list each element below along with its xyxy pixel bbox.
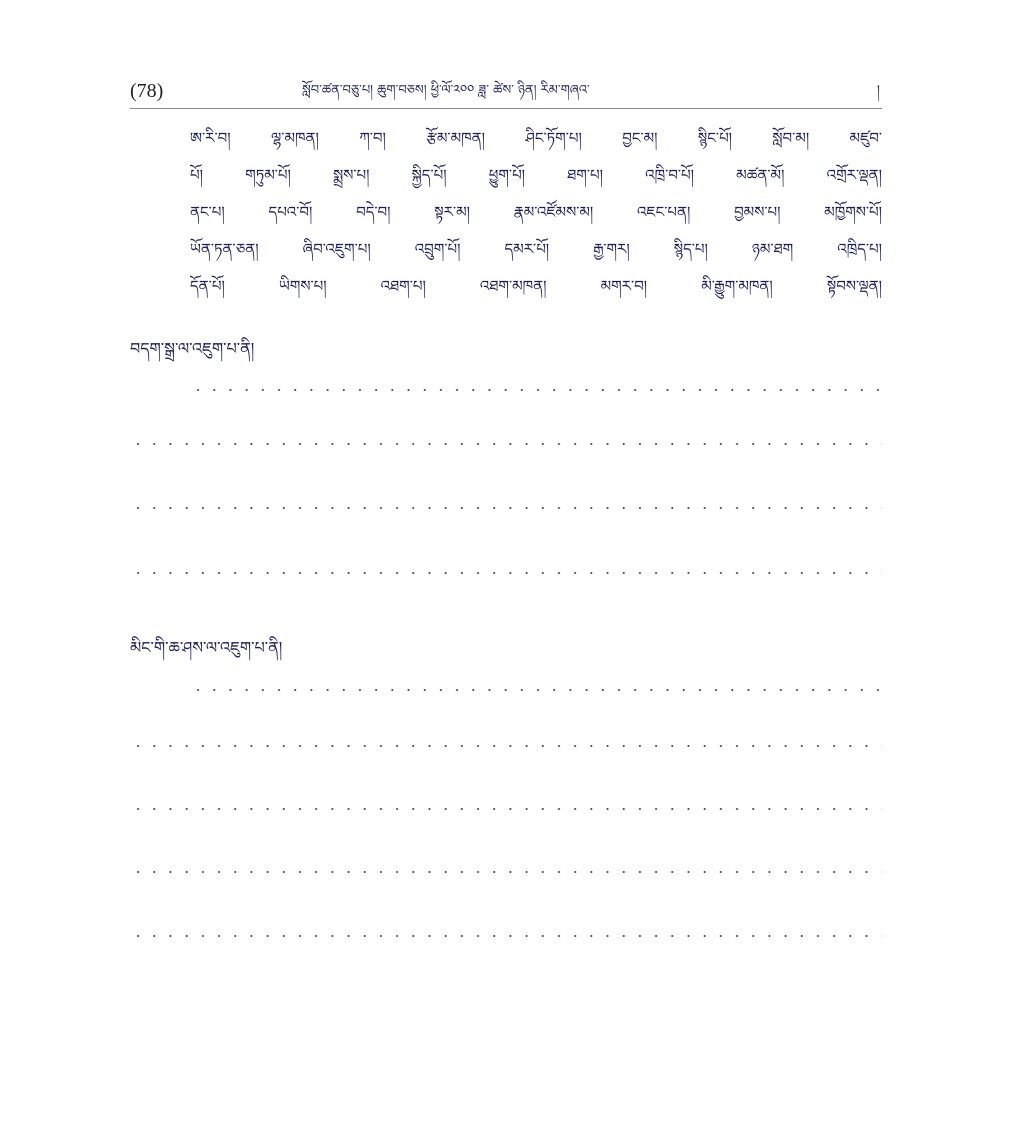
answer-dotted-line[interactable] (130, 745, 882, 747)
answer-dotted-line[interactable] (190, 689, 882, 691)
answer-dotted-line[interactable] (130, 808, 882, 810)
vocabulary-word-list (190, 120, 882, 305)
word-list-line: ནང་པ། དཔའ་བོ། བདེ་བ། སྟར་མ། རྣམ་འཛོམས་མ། འཇང་པན། བྱམས་པ། མཁྱོགས་པོ། (190, 203, 882, 221)
word-list-line: པོ། གཏུམ་པོ། སྨྲས་པ། སྐྱིད་པོ། ཕྱུག་པོ། ཐག་པ། འཁྲི་བ་པོ། མཚན་མོ། འགྲོར་ལྡན། (190, 166, 882, 184)
word-list-line: དོན་པོ། ཡིགས་པ། འཐག་པ། འཐག་མཁན། མགར་བ། མི་རྒྱུག་མཁན། སྟོབས་ལྡན། (190, 277, 882, 295)
running-header (130, 78, 882, 109)
answer-dotted-line[interactable] (130, 572, 882, 574)
answer-dotted-line[interactable] (190, 389, 882, 391)
answer-dotted-line[interactable] (130, 871, 882, 873)
section-title-first: བདག་སྒྲ་ལ་འཇུག་པ་ནི། (130, 339, 255, 358)
word-list-line: ཡོན་ཏན་ཅན། ཞིབ་འཇུག་པ། འབྲུག་པོ། དམར་པོ། རྒྱ་གར། སྙིད་པ། ཉམ་ཐག འཁྲིད་པ། (190, 240, 882, 258)
section-title-second: མིང་གི་ཆ་ཤས་ལ་འཇུག་པ་ནི། (130, 638, 283, 657)
answer-dotted-line[interactable] (130, 507, 882, 509)
running-title: སློབ་ཚན་བཅུ་པ། ཆུག་བཅས། ཕྱི་ལོ་༢༠༠ ཟླ་ ཚེས་ ཉིན། རིམ་གཞའ་ (302, 83, 590, 98)
word-list-line: ཨ་རི་བ། ལྷ་མཁན། ཀ་བ། རྩོམ་མཁན། ཤིང་ཏོག་པ། བྱང་མ། སྙིང་པོ། སློབ་མ། མཛུབ་ (190, 129, 882, 147)
answer-dotted-line[interactable] (130, 443, 882, 445)
header-end-mark: ། (876, 83, 880, 99)
answer-dotted-line[interactable] (130, 935, 882, 937)
page-number: (78) (130, 80, 164, 102)
